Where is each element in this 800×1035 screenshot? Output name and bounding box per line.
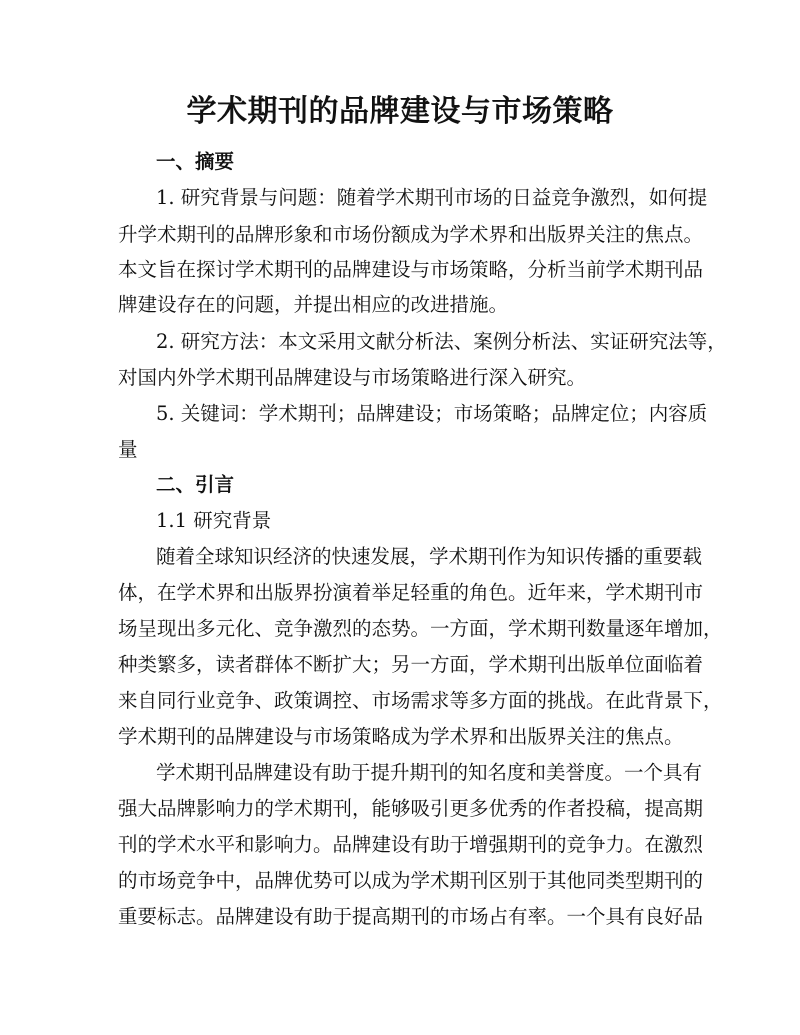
paragraph-line: 牌建设存在的问题，并提出相应的改进措施。 <box>118 293 509 316</box>
paragraph-line: 对国内外学术期刊品牌建设与市场策略进行深入研究。 <box>118 366 587 389</box>
paragraph-line: 升学术期刊的品牌形象和市场份额成为学术界和出版界关注的焦点。 <box>118 223 704 246</box>
section-heading-abstract: 一、摘要 <box>156 150 235 173</box>
paragraph-line: 刊的学术水平和影响力。品牌建设有助于增强期刊的竞争力。在激烈 <box>118 833 704 856</box>
section-heading-introduction: 二、引言 <box>156 473 235 496</box>
paragraph-line: 场呈现出多元化、竞争激烈的态势。一方面，学术期刊数量逐年增加， <box>118 617 723 640</box>
paragraph-line: 随着全球知识经济的快速发展，学术期刊作为知识传播的重要载 <box>156 545 703 568</box>
paragraph-line: 强大品牌影响力的学术期刊，能够吸引更多优秀的作者投稿，提高期 <box>118 797 704 820</box>
paragraph-line: 量 <box>118 438 138 461</box>
paragraph-line: 学术期刊的品牌建设与市场策略成为学术界和出版界关注的焦点。 <box>118 725 684 748</box>
subsection-heading: 1.1 研究背景 <box>156 509 272 532</box>
paragraph-line: 本文旨在探讨学术期刊的品牌建设与市场策略，分析当前学术期刊品 <box>118 258 704 281</box>
paragraph-line: 2. 研究方法：本文采用文献分析法、案例分析法、实证研究法等， <box>156 330 727 353</box>
paragraph-line: 的市场竞争中，品牌优势可以成为学术期刊区别于其他同类型期刊的 <box>118 869 704 892</box>
paragraph-line: 5. 关键词：学术期刊；品牌建设；市场策略；品牌定位；内容质 <box>156 402 708 425</box>
paragraph-line: 体，在学术界和出版界扮演着举足轻重的角色。近年来，学术期刊市 <box>118 581 704 604</box>
paragraph-line: 1. 研究背景与问题：随着学术期刊市场的日益竞争激烈，如何提 <box>156 186 708 209</box>
paragraph-line: 重要标志。品牌建设有助于提高期刊的市场占有率。一个具有良好品 <box>118 905 704 928</box>
paragraph-line: 学术期刊品牌建设有助于提升期刊的知名度和美誉度。一个具有 <box>156 761 703 784</box>
paragraph-line: 来自同行业竞争、政策调控、市场需求等多方面的挑战。在此背景下， <box>118 689 723 712</box>
document-title: 学术期刊的品牌建设与市场策略 <box>186 94 614 129</box>
paragraph-line: 种类繁多，读者群体不断扩大；另一方面，学术期刊出版单位面临着 <box>118 653 704 676</box>
